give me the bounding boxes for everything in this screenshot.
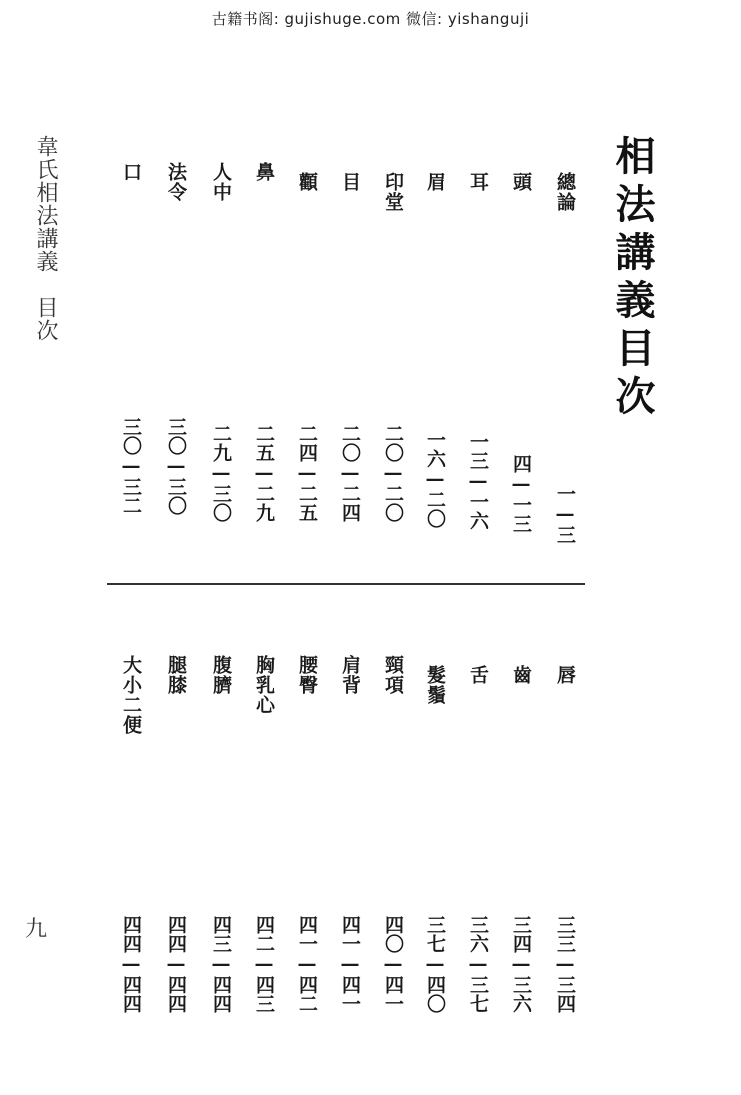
toc-entry-name: 齒 (510, 665, 532, 685)
toc-entry-name: 頭 (510, 172, 532, 192)
page-number: 九 (25, 917, 48, 942)
toc-entry-pages: 二四—二五 (296, 424, 318, 522)
toc-entry-pages: 三〇—三二 (120, 417, 142, 515)
toc-entry-name: 眉 (424, 172, 446, 192)
toc-entry-name: 印堂 (382, 172, 404, 212)
toc-entry-name: 法令 (165, 162, 187, 202)
toc-entry-name: 頸項 (382, 655, 404, 695)
toc-entry-name: 耳 (467, 172, 489, 192)
toc-entry-pages: 三〇—三〇 (165, 417, 187, 515)
toc-entry-name: 腰臀 (296, 655, 318, 695)
toc-entry-pages: 一六—二〇 (424, 430, 446, 528)
toc-entry-name: 口 (120, 162, 142, 182)
toc-entry-name: 腿膝 (165, 655, 187, 695)
toc-entry-name: 鼻 (253, 162, 275, 182)
toc-entry-name: 大小二便 (120, 655, 142, 735)
toc-entry-pages: 三四—三六 (510, 915, 532, 1013)
toc-entry-name: 舌 (467, 665, 489, 685)
toc-entry-pages: 二〇—二四 (339, 424, 361, 522)
toc-entry-name: 胸乳心 (253, 655, 275, 715)
toc-entry-pages: 四四—四四 (120, 915, 142, 1013)
toc-entry-pages: 三六—三七 (467, 915, 489, 1013)
toc-entry-pages: 二〇—二〇 (382, 424, 404, 522)
toc-entry-pages: 三三—三四 (554, 915, 576, 1013)
toc-entry-pages: 四三—四四 (210, 915, 232, 1013)
section-divider (107, 583, 585, 585)
toc-entry-name: 髮鬚 (424, 665, 446, 705)
toc-entry-name: 人中 (210, 162, 232, 202)
watermark-header: 古籍书阁: gujishuge.com 微信: yishanguji (211, 10, 530, 28)
toc-entry-name: 目 (339, 172, 361, 192)
toc-entry-pages: 四四—四四 (165, 915, 187, 1013)
toc-entry-name: 肩背 (339, 655, 361, 695)
toc-entry-pages: 四一—四一 (339, 915, 361, 1013)
toc-entry-name: 唇 (554, 665, 576, 685)
toc-entry-pages: 二九—三〇 (210, 424, 232, 522)
toc-entry-name: 腹臍 (210, 655, 232, 695)
toc-entry-pages: 一三—一六 (467, 432, 489, 530)
toc-entry-pages: 四〇—四一 (382, 915, 404, 1013)
toc-entry-pages: 四二—四三 (253, 915, 275, 1013)
toc-entry-name: 顴 (296, 172, 318, 192)
page-title: 相法講義目次 (609, 135, 656, 423)
running-title: 韋氏相法講義 目次 (33, 135, 58, 342)
toc-entry-name: 總論 (554, 172, 576, 212)
toc-entry-pages: 一—三 (554, 484, 576, 544)
toc-entry-pages: 二五—二九 (253, 424, 275, 522)
toc-entry-pages: 三七—四〇 (424, 915, 446, 1013)
toc-entry-pages: 四—一三 (510, 454, 532, 533)
toc-entry-pages: 四一—四二 (296, 915, 318, 1013)
